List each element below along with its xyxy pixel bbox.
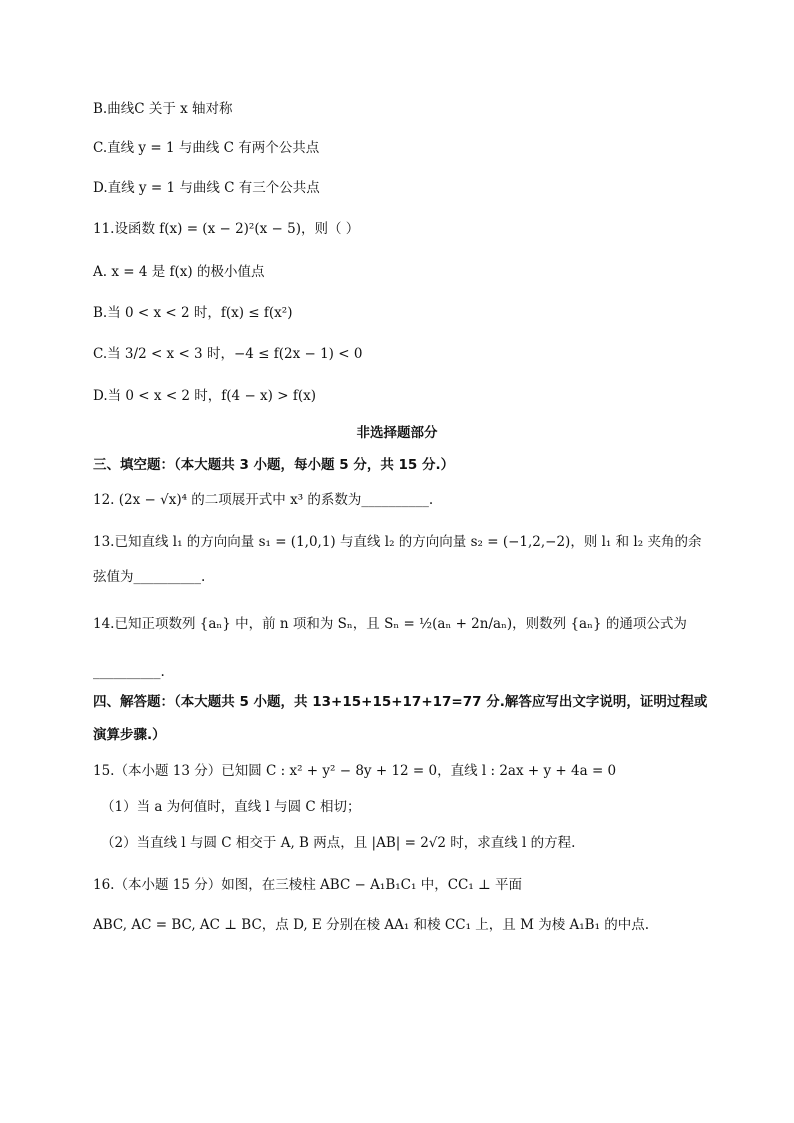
question-13-line-1: 13.已知直线 l₁ 的方向向量 s₁ = (1,0,1) 与直线 l₂ 的方向向量 s₂ = (−1,2,−2)，则 l₁ 和 l₂ 夹角的余 (93, 534, 702, 550)
option-11b: B.当 0 < x < 2 时，f(x) ≤ f(x²) (93, 305, 293, 321)
option-10d: D.直线 y = 1 与曲线 C 有三个公共点 (93, 180, 320, 196)
question-13-line-2: 弦值为__________. (93, 569, 206, 585)
section-heading-nonchoice: 非选择题部分 (356, 425, 438, 441)
question-15: 15.（本小题 13 分）已知圆 C : x² + y² − 8y + 12 = 0，直线 l : 2ax + y + 4a = 0 (93, 763, 617, 779)
question-15-part-1: （1）当 a 为何值时，直线 l 与圆 C 相切； (101, 799, 361, 815)
question-14-line-1: 14.已知正项数列 {aₙ} 中，前 n 项和为 Sₙ，且 Sₙ = ½(aₙ + 2n/aₙ)，则数列 {aₙ} 的通项公式为 (93, 616, 687, 632)
option-11a: A. x = 4 是 f(x) 的极小值点 (93, 264, 265, 280)
section-heading-fill-in: 三、填空题：（本大题共 3 小题，每小题 5 分，共 15 分.） (93, 457, 455, 473)
option-10b: B.曲线C 关于 x 轴对称 (93, 101, 233, 117)
question-12: 12. (2x − √x)⁴ 的二项展开式中 x³ 的系数为__________. (93, 492, 434, 508)
question-16-line-2: ABC, AC = BC, AC ⊥ BC，点 D, E 分别在棱 AA₁ 和棱 CC₁ 上，且 M 为棱 A₁B₁ 的中点. (93, 917, 650, 933)
option-11c: C.当 3/2 < x < 3 时，−4 ≤ f(2x − 1) < 0 (93, 346, 363, 362)
question-16-line-1: 16.（本小题 15 分）如图，在三棱柱 ABC − A₁B₁C₁ 中，CC₁ ⊥ 平面 (93, 877, 523, 893)
question-11: 11.设函数 f(x) = (x − 2)²(x − 5)，则（ ） (93, 221, 360, 237)
section-heading-answers-2: 演算步骤.） (93, 727, 166, 743)
question-14-line-2: __________. (93, 664, 165, 680)
option-11d: D.当 0 < x < 2 时，f(4 − x) > f(x) (93, 388, 316, 404)
option-10c: C.直线 y = 1 与曲线 C 有两个公共点 (93, 140, 320, 156)
question-15-part-2: （2）当直线 l 与圆 C 相交于 A, B 两点，且 |AB| = 2√2 时，求直线 l 的方程. (101, 835, 576, 851)
section-heading-answers-1: 四、解答题：（本大题共 5 小题，共 13+15+15+17+17=77 分.解答应写出文字说明，证明过程或 (93, 694, 708, 710)
